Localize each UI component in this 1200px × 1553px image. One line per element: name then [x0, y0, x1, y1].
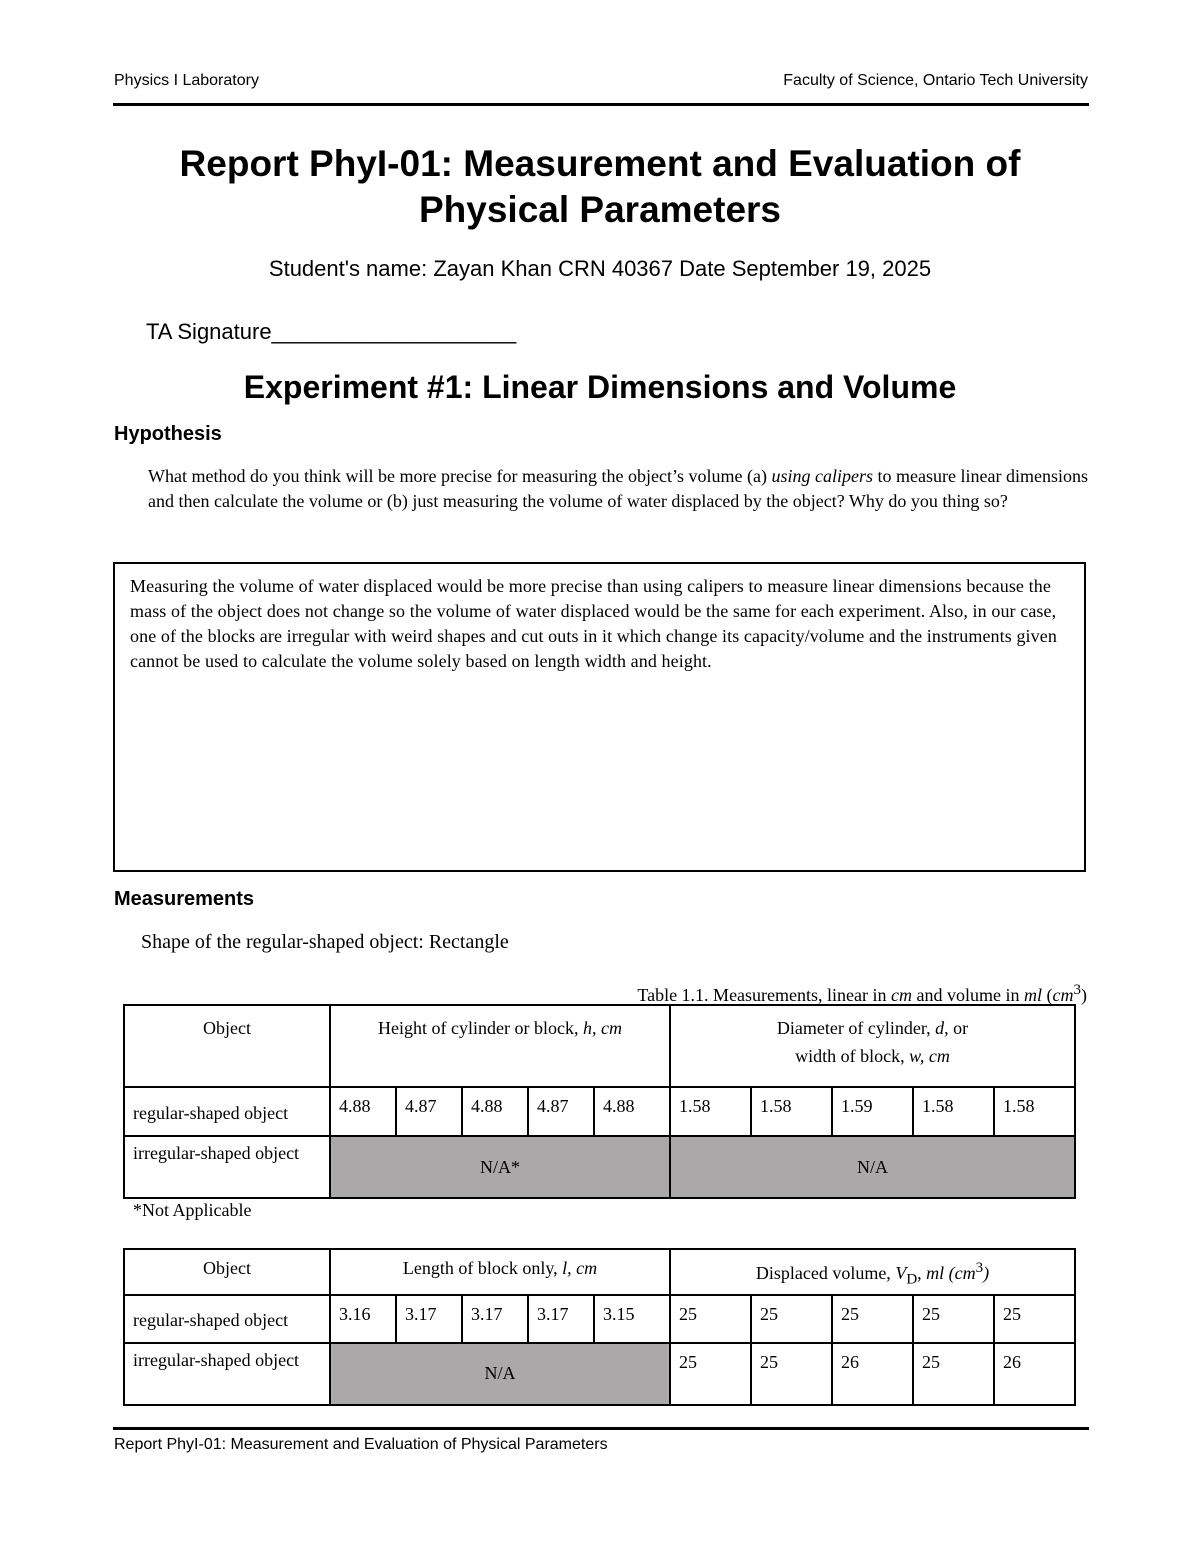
- table-row: [124, 1087, 1075, 1136]
- irregular-diameter-na: N/A: [670, 1136, 1075, 1198]
- table-header-row: [124, 1249, 1075, 1295]
- header-height-var: h, cm: [582, 1018, 622, 1038]
- header-height: [330, 1005, 670, 1087]
- height-cell: 4.88: [330, 1087, 396, 1136]
- table-caption: [637, 982, 1087, 1006]
- answer-box[interactable]: [113, 562, 1086, 872]
- not-applicable-note: *Not Applicable: [133, 1200, 252, 1220]
- table-row: [124, 1136, 1075, 1198]
- height-cell: 4.87: [528, 1087, 594, 1136]
- question-text-a: What method do you think will be more precise for measuring the object’s volume (a): [148, 466, 772, 486]
- volume-cell: 25: [913, 1295, 994, 1343]
- caption-middle: and volume in: [912, 985, 1024, 1005]
- header-diameter-line2: [671, 1042, 1074, 1070]
- length-cell: 3.17: [462, 1295, 528, 1343]
- caption-prefix: Table 1.1. Measurements, linear in: [637, 985, 892, 1005]
- header-diameter-text1: Diameter of cylinder,: [776, 1018, 936, 1038]
- footer-rule: [113, 1427, 1089, 1430]
- header-diameter-var1: d,: [935, 1018, 949, 1038]
- table-header-row: [124, 1005, 1075, 1087]
- header-diameter-line1: [671, 1014, 1074, 1042]
- caption-unit-cm3: cm: [1052, 985, 1074, 1005]
- hypothesis-heading: Hypothesis: [114, 423, 222, 445]
- question-text-b: to measure linear dimensions and then calculate the volume or (b) just measuring the volume of water displaced by the object? Why do you thing so?: [148, 466, 1088, 511]
- irregular-length-na: N/A: [330, 1343, 670, 1405]
- experiment-title: Experiment #1: Linear Dimensions and Volume: [243, 369, 957, 405]
- header-volume-text: Displaced volume,: [755, 1263, 896, 1283]
- row-label-irregular: irregular-shaped object: [124, 1343, 330, 1405]
- diameter-cell: 1.58: [670, 1087, 751, 1136]
- diameter-cell: 1.58: [751, 1087, 832, 1136]
- height-cell: 4.87: [396, 1087, 462, 1136]
- footer-text: Report PhyI-01: Measurement and Evaluation of Physical Parameters: [114, 1436, 608, 1453]
- volume-cell: 25: [751, 1343, 832, 1405]
- header-volume-var: V: [895, 1263, 907, 1283]
- header-volume-end: ): [983, 1263, 990, 1283]
- volume-cell: 25: [832, 1295, 913, 1343]
- volume-cell: 26: [994, 1343, 1075, 1405]
- height-cell: 4.88: [594, 1087, 670, 1136]
- table-row: [124, 1295, 1075, 1343]
- height-cell: 4.88: [462, 1087, 528, 1136]
- header-left: Physics I Laboratory: [114, 72, 259, 89]
- ta-signature: TA Signature____________________: [146, 319, 517, 344]
- length-cell: 3.15: [594, 1295, 670, 1343]
- table-row: [124, 1343, 1075, 1405]
- header-volume-unit: , ml (cm: [917, 1263, 976, 1283]
- diameter-cell: 1.58: [913, 1087, 994, 1136]
- volume-cell: 25: [994, 1295, 1075, 1343]
- header-diameter-text2: width of block,: [795, 1046, 910, 1066]
- volume-cell: 25: [751, 1295, 832, 1343]
- table-length-volume: [123, 1248, 1076, 1406]
- header-length: [330, 1249, 670, 1295]
- volume-cell: 25: [913, 1343, 994, 1405]
- header-diameter-or: or: [948, 1018, 969, 1038]
- header-volume-sub: D: [906, 1271, 918, 1288]
- report-title-line1: Report PhyI-01: Measurement and Evaluation of: [179, 143, 1021, 184]
- header-volume-sup: 3: [975, 1260, 984, 1276]
- header-volume: [670, 1249, 1075, 1295]
- diameter-cell: 1.59: [832, 1087, 913, 1136]
- caption-paren-close: ): [1081, 985, 1087, 1005]
- length-cell: 3.17: [396, 1295, 462, 1343]
- header-right: Faculty of Science, Ontario Tech University: [783, 72, 1088, 89]
- header-object: Object: [124, 1249, 330, 1295]
- report-title-line2: Physical Parameters: [418, 189, 781, 230]
- row-label-regular: regular-shaped object: [124, 1295, 330, 1343]
- header-height-text: Height of cylinder or block,: [378, 1018, 583, 1038]
- diameter-cell: 1.58: [994, 1087, 1075, 1136]
- student-line: Student's name: Zayan Khan CRN 40367 Date September 19, 2025: [268, 256, 932, 281]
- header-rule: [113, 103, 1089, 106]
- caption-paren-open: (: [1042, 985, 1053, 1005]
- caption-unit-ml: ml: [1024, 985, 1042, 1005]
- length-cell: 3.16: [330, 1295, 396, 1343]
- header-object: Object: [124, 1005, 330, 1087]
- measurements-heading: Measurements: [114, 888, 255, 910]
- length-cell: 3.17: [528, 1295, 594, 1343]
- header-diameter: [670, 1005, 1075, 1087]
- row-label-regular: regular-shaped object: [124, 1087, 330, 1136]
- header-length-var: l, cm: [562, 1258, 598, 1278]
- table-height-diameter: [123, 1004, 1076, 1199]
- volume-cell: 25: [670, 1343, 751, 1405]
- shape-line: Shape of the regular-shaped object: Rectangle: [141, 931, 509, 953]
- answer-text: Measuring the volume of water displaced would be more precise than using calipers to measure linear dimensions because the mass of the object does not change so the volume of water displaced would be the same for each experiment. Also, in our case, one of the blocks are irregular with weird shapes and cut outs in it which change its capacity/volume and the instruments given cannot be used to calculate the volume solely based on length width and height.: [130, 576, 1057, 671]
- row-label-irregular: irregular-shaped object: [124, 1136, 330, 1198]
- report-title: [100, 141, 1100, 233]
- header-length-text: Length of block only,: [402, 1258, 563, 1278]
- hypothesis-question: [148, 464, 1088, 514]
- irregular-height-na: N/A*: [330, 1136, 670, 1198]
- header-diameter-var2: w, cm: [909, 1046, 950, 1066]
- volume-cell: 26: [832, 1343, 913, 1405]
- caption-unit-cm: cm: [891, 985, 913, 1005]
- caption-sup: 3: [1073, 982, 1081, 998]
- volume-cell: 25: [670, 1295, 751, 1343]
- question-emphasis: using calipers: [771, 466, 873, 486]
